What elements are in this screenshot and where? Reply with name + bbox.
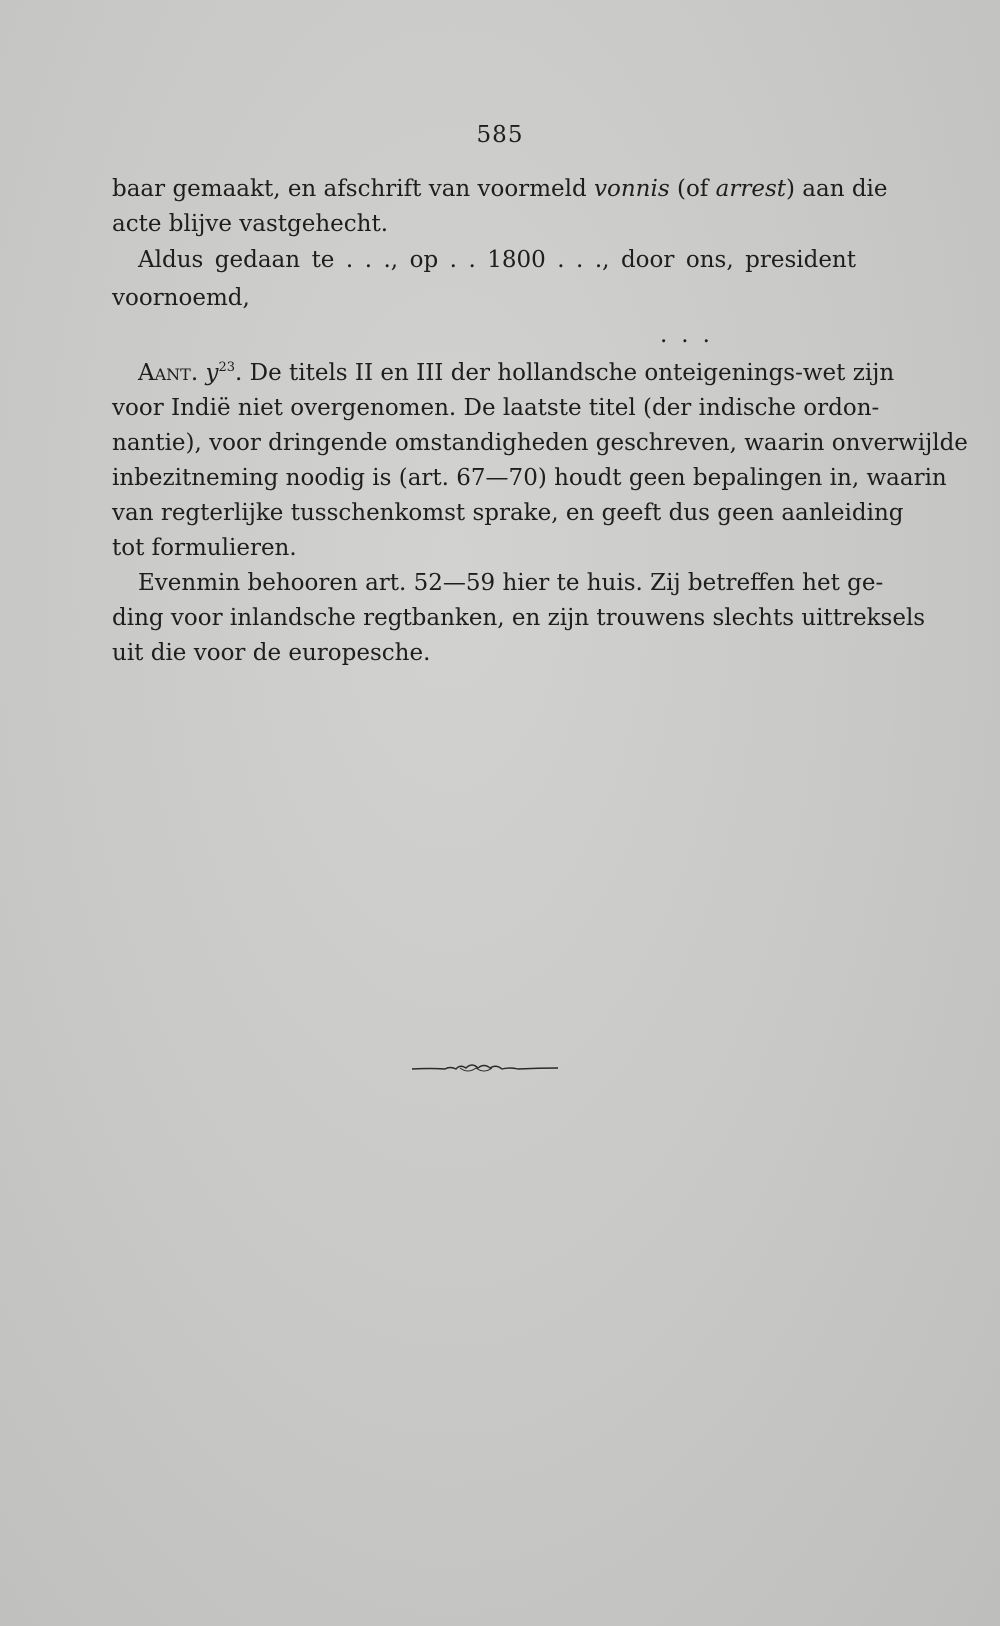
- text-line-7: nantie), voor dringende omstandigheden geschreven, waarin onverwijlde: [112, 430, 968, 456]
- text-segment: . De titels II en III der hollandsche onteigenings-wet zijn: [235, 360, 895, 386]
- text-line-4: voornoemd,: [112, 285, 250, 311]
- annotation-number: 23: [218, 360, 236, 375]
- text-line-13: uit die voor de europesche.: [112, 640, 431, 666]
- text-line-10: tot formulieren.: [112, 535, 297, 561]
- text-line-3: Aldus gedaan te . . ., op . . 1800 . . ., door ons, president: [138, 247, 856, 273]
- text-line-12: ding voor inlandsche regtbanken, en zijn trouwens slechts uittreksels: [112, 605, 926, 631]
- decorative-rule-ornament-icon: [410, 1060, 560, 1076]
- text-line-2: acte blijve vastgehecht.: [112, 211, 388, 237]
- annotation-label: Aant.: [138, 360, 199, 386]
- italic-word-arrest: arrest: [715, 176, 786, 202]
- text-line-5: [138, 358, 895, 388]
- text-segment: (of: [669, 176, 716, 202]
- text-line-9: van regterlijke tusschenkomst sprake, en geeft dus geen aanleiding: [112, 500, 904, 526]
- text-line-11: Evenmin behooren art. 52—59 hier te huis. Zij betreffen het ge-: [138, 570, 884, 596]
- annotation-marker: y: [205, 360, 219, 386]
- text-line-8: inbezitneming noodig is (art. 67—70) houdt geen bepalingen in, waarin: [112, 465, 947, 491]
- page-number: 585: [476, 122, 524, 148]
- text-line-1: [112, 174, 888, 204]
- text-segment: baar gemaakt, en afschrift van voormeld: [112, 176, 595, 202]
- text-segment: ) aan die: [786, 176, 888, 202]
- italic-word-vonnis: vonnis: [594, 176, 670, 202]
- text-line-6: voor Indië niet overgenomen. De laatste titel (der indische ordon-: [112, 395, 880, 421]
- ellipsis-dots: ...: [660, 322, 724, 348]
